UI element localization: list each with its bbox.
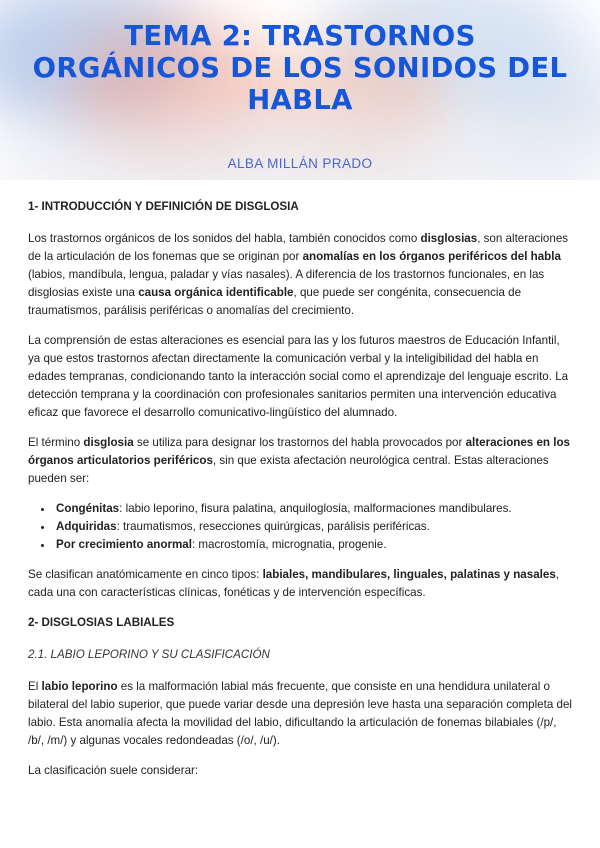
text-run: : traumatismos, resecciones quirúrgicas, parálisis periféricas. [116,520,430,533]
text-run: : macrostomía, micrognatia, progenie. [191,538,387,551]
text-run: (labios, mandíbula, lengua, paladar y vías nasales). A diferencia de los trastornos funcionales, en las disglosias existe una [28,268,545,299]
list-item [54,518,572,536]
list-item [54,500,572,518]
bold-term: labio leporino [41,680,118,693]
subsection-heading-labio-leporino: 2.1. LABIO LEPORINO Y SU CLASIFICACIÓN [28,648,270,661]
paragraph-definicion [28,230,572,320]
paragraph-termino-disglosia [28,434,572,488]
text-run: , que puede ser congénita, consecuencia de traumatismos, parálisis periféricas o anomalías del crecimiento. [28,286,522,317]
document-header [0,0,600,180]
text-run: Se clasifican anatómicamente en cinco tipos: [28,568,263,581]
document-author: ALBA MILLÁN PRADO [227,156,373,171]
bold-term: Congénitas [56,502,120,515]
bold-term: disglosias [420,232,478,245]
bold-term: Por crecimiento anormal [56,538,192,551]
text-run: es la malformación labial más frecuente, que consiste en una hendidura unilateral o bilateral del labio superior, que puede variar desde una depresión leve hasta una separación completa del labio. Esta anomalía afecta la movilidad del labio, dificultando la articulación de fonemas bilabiales (/p/, /b/, /m/) y algunas vocales redondeadas (/o/, /u/). [28,680,572,747]
paragraph-labio-leporino [28,678,572,750]
text-run: Los trastornos orgánicos de los sonidos del habla, también conocidos como [28,232,421,245]
bold-term: disglosia [83,436,134,449]
bold-term: anomalías en los órganos periféricos del habla [302,250,561,263]
text-run: , son alteraciones de la articulación de los fonemas que se originan por [28,232,569,263]
text-run: El término [28,436,84,449]
bold-term: labiales, mandibulares, linguales, palatinas y nasales [262,568,556,581]
text-run: se utiliza para designar los trastornos del habla provocados por [133,436,466,449]
text-run: , sin que exista afectación neurológica central. Estas alteraciones pueden ser: [28,454,549,485]
text-run: , cada una con características clínicas, fonéticas y de intervención específicas. [28,568,560,599]
bold-term: Adquiridas [56,520,117,533]
bullet-list-tipos-alteraciones [28,500,572,554]
bold-term: causa orgánica identificable [138,286,294,299]
section-heading-introduccion: 1- INTRODUCCIÓN Y DEFINICIÓN DE DISGLOSIA [28,200,299,213]
header-text [0,0,600,171]
paragraph-clasificacion-anatomica [28,566,572,602]
paragraph-clasificacion-intro: La clasificación suele considerar: [28,764,199,777]
bold-term: alteraciones en los órganos articulatorios periféricos [28,436,570,467]
text-run: El [28,680,42,693]
section-heading-disglosias-labiales: 2- DISGLOSIAS LABIALES [28,616,175,629]
text-run: : labio leporino, fisura palatina, anquiloglosia, malformaciones mandibulares. [119,502,512,515]
list-item [54,536,572,554]
document-title: TEMA 2: TRASTORNOS ORGÁNICOS DE LOS SONIDOS DEL HABLA [32,20,568,116]
document-body [0,180,600,780]
paragraph-importancia: La comprensión de estas alteraciones es esencial para las y los futuros maestros de Educación Infantil, ya que estos trastornos afectan directamente la comunicación verbal y la inteligibilidad del habla en edades tempranas, condicionando tanto la interacción social como el aprendizaje del lenguaje escrito. La detección temprana y la coordinación con profesionales sanitarios permiten una intervención educativa eficaz que favorece el desarrollo comunicativo-lingüístico del alumnado. [28,334,569,419]
